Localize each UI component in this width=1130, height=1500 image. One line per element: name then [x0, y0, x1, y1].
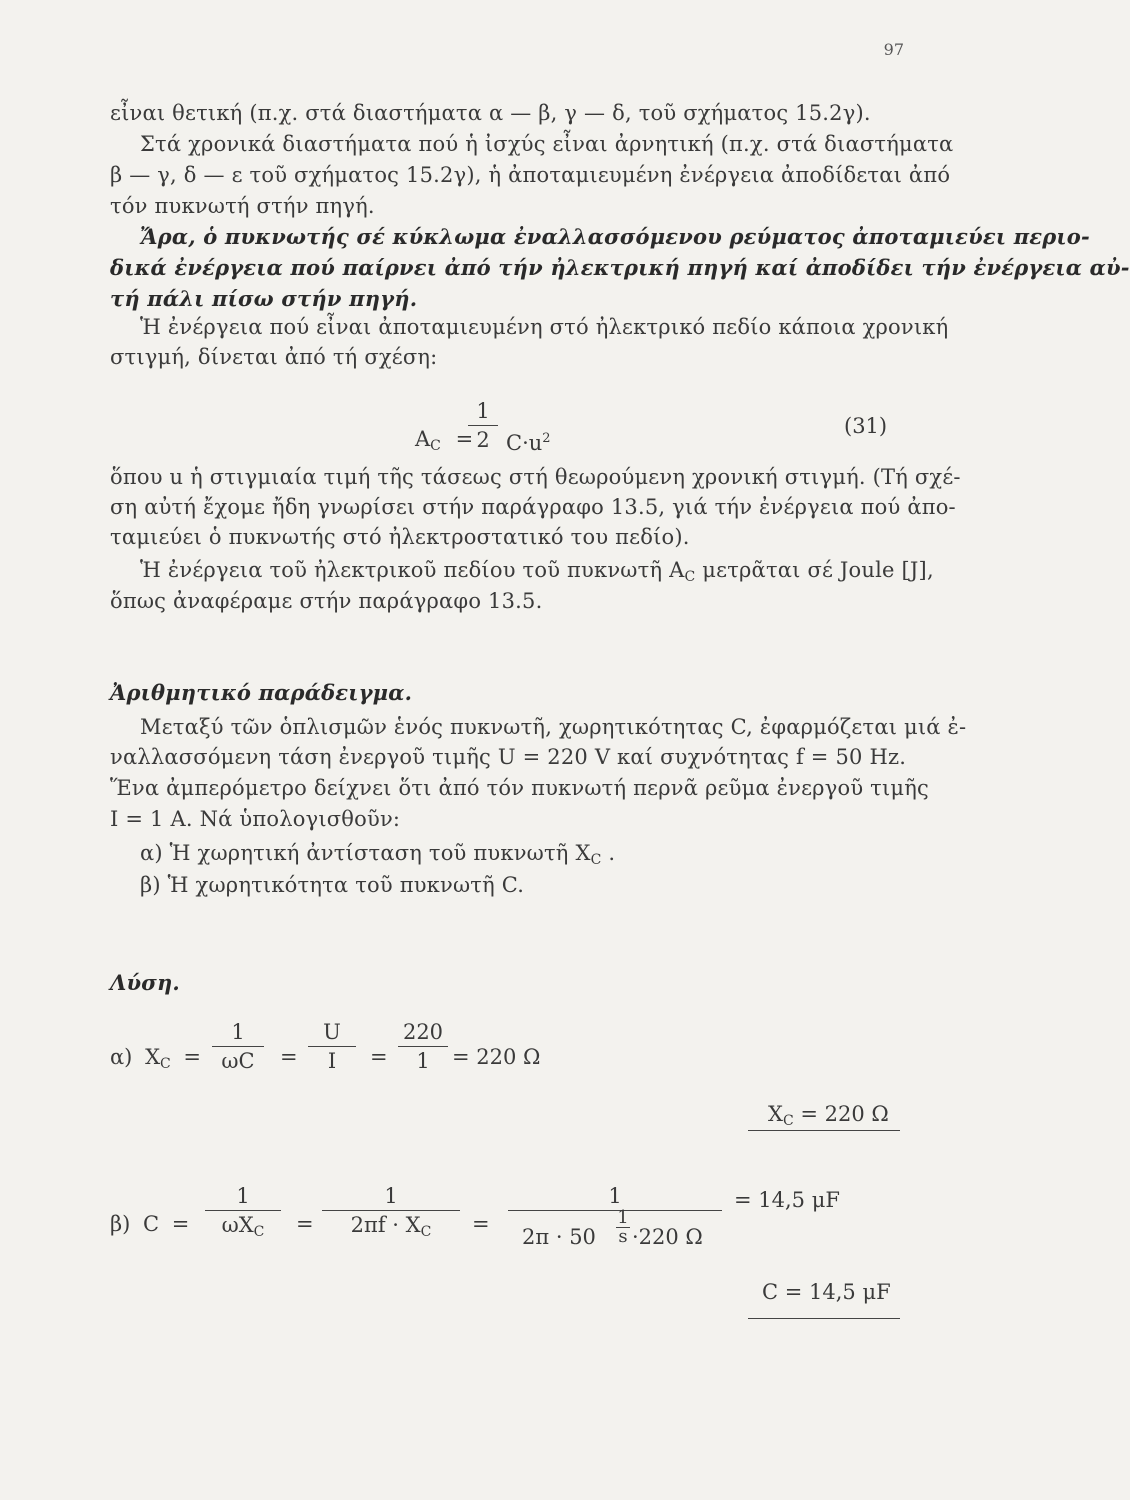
example-line: Μεταξύ τῶν ὁπλισμῶν ἑνός πυκνωτῆ, χωρητικότητας C, ἐφαρμόζεται μιά ἐ-	[140, 715, 967, 739]
solution-b-result: = 14,5 μF	[734, 1188, 840, 1212]
solution-b-fraction-3: 1 2π · 50 1 s ·220 Ω	[508, 1184, 722, 1255]
solution-b-answer: C = 14,5 μF	[762, 1280, 891, 1304]
paragraph-line: εἶναι θετική (π.χ. στά διαστήματα α — β, γ — δ, τοῦ σχήματος 15.2γ).	[110, 101, 871, 125]
example-line: Ἕνα ἀμπερόμετρο δείχνει ὅτι ἀπό τόν πυκνωτή περνᾶ ρεῦμα ἐνεργοῦ τιμῆς	[110, 776, 930, 800]
solution-a-fraction-3: 220 1	[398, 1020, 448, 1073]
solution-b-lhs: β) C =	[110, 1212, 190, 1236]
solution-b-fraction-2: 1 $2\pi f \cdot X_C$	[322, 1184, 460, 1244]
solution-a-fraction-2: U I	[308, 1020, 356, 1073]
solution-a-result: = 220 Ω	[452, 1045, 541, 1069]
solution-b-fraction-1: 1 $\omega X_C$	[205, 1184, 281, 1244]
emphasis-line: Ἄρα, ὁ πυκνωτής σέ κύκλωμα ἐναλλασσόμενου ρεύματος ἀποταμιεύει περιο-	[140, 224, 1090, 249]
formula-number: (31)	[844, 414, 888, 438]
paragraph-line: β — γ, δ — ε τοῦ σχήματος 15.2γ), ἡ ἀποταμιευμένη ἐνέργεια ἀποδίδεται ἀπό	[110, 163, 951, 187]
answer-underline	[748, 1130, 900, 1131]
answer-underline	[748, 1318, 900, 1319]
emphasis-line: τή πάλι πίσω στήν πηγή.	[110, 286, 418, 311]
formula-rhs: $C\cdot u^2$	[506, 431, 551, 455]
equals-sign: =	[472, 1212, 490, 1236]
solution-a-fraction-1: 1 ωC	[212, 1020, 264, 1073]
example-item: β) Ἡ χωρητικότητα τοῦ πυκνωτῆ C.	[140, 873, 525, 897]
paragraph-line: ὅπως ἀναφέραμε στήν παράγραφο 13.5.	[110, 589, 543, 613]
example-item: α) Ἡ χωρητική ἀντίσταση τοῦ πυκνωτῆ $X_C$ .	[140, 841, 616, 868]
example-heading: Ἀριθμητικό παράδειγμα.	[110, 680, 413, 705]
formula-lhs: $A_C$ =	[415, 427, 474, 454]
paragraph-line: Ἡ ἐνέργεια τοῦ ἠλεκτρικοῦ πεδίου τοῦ πυκνωτῆ $A_C$ μετρᾶται σέ Joule [J],	[140, 558, 934, 585]
formula-fraction: 1 2	[468, 399, 498, 452]
paragraph-line: τόν πυκνωτή στήν πηγή.	[110, 194, 375, 218]
example-line: ναλλασσόμενη τάση ἐνεργοῦ τιμῆς U = 220 V καί συχνότητας f = 50 Hz.	[110, 745, 907, 769]
paragraph-line: Ἡ ἐνέργεια πού εἶναι ἀποταμιευμένη στό ἠλεκτρικό πεδίο κάποια χρονική	[140, 315, 949, 339]
solution-heading: Λύση.	[110, 970, 180, 995]
equals-sign: =	[280, 1045, 298, 1069]
example-line: I = 1 A. Νά ὑπολογισθοῦν:	[110, 807, 401, 831]
paragraph-line: ση αὐτή ἔχομε ἤδη γνωρίσει στήν παράγραφο 13.5, γιά τήν ἐνέργεια πού ἀπο-	[110, 495, 956, 519]
solution-a-answer: $X_C = 220$ Ω	[768, 1102, 889, 1129]
paragraph-line: Στά χρονικά διαστήματα πού ἡ ἰσχύς εἶναι ἀρνητική (π.χ. στά διαστήματα	[140, 132, 954, 156]
solution-a-lhs: α) $X_C$ =	[110, 1045, 202, 1072]
page-number: 97	[883, 40, 904, 59]
paragraph-line: ὅπου u ἡ στιγμιαία τιμή τῆς τάσεως στή θεωρούμενη χρονική στιγμή. (Τή σχέ-	[110, 465, 961, 489]
paragraph-line: στιγμή, δίνεται ἀπό τή σχέση:	[110, 345, 438, 369]
equals-sign: =	[296, 1212, 314, 1236]
equals-sign: =	[370, 1045, 388, 1069]
emphasis-line: δικά ἐνέργεια πού παίρνει ἀπό τήν ἠλεκτρική πηγή καί ἀποδίδει τήν ἐνέργεια αὐ-	[110, 255, 1130, 280]
paragraph-line: ταμιεύει ὁ πυκνωτής στό ἠλεκτροστατικό του πεδίο).	[110, 525, 690, 549]
